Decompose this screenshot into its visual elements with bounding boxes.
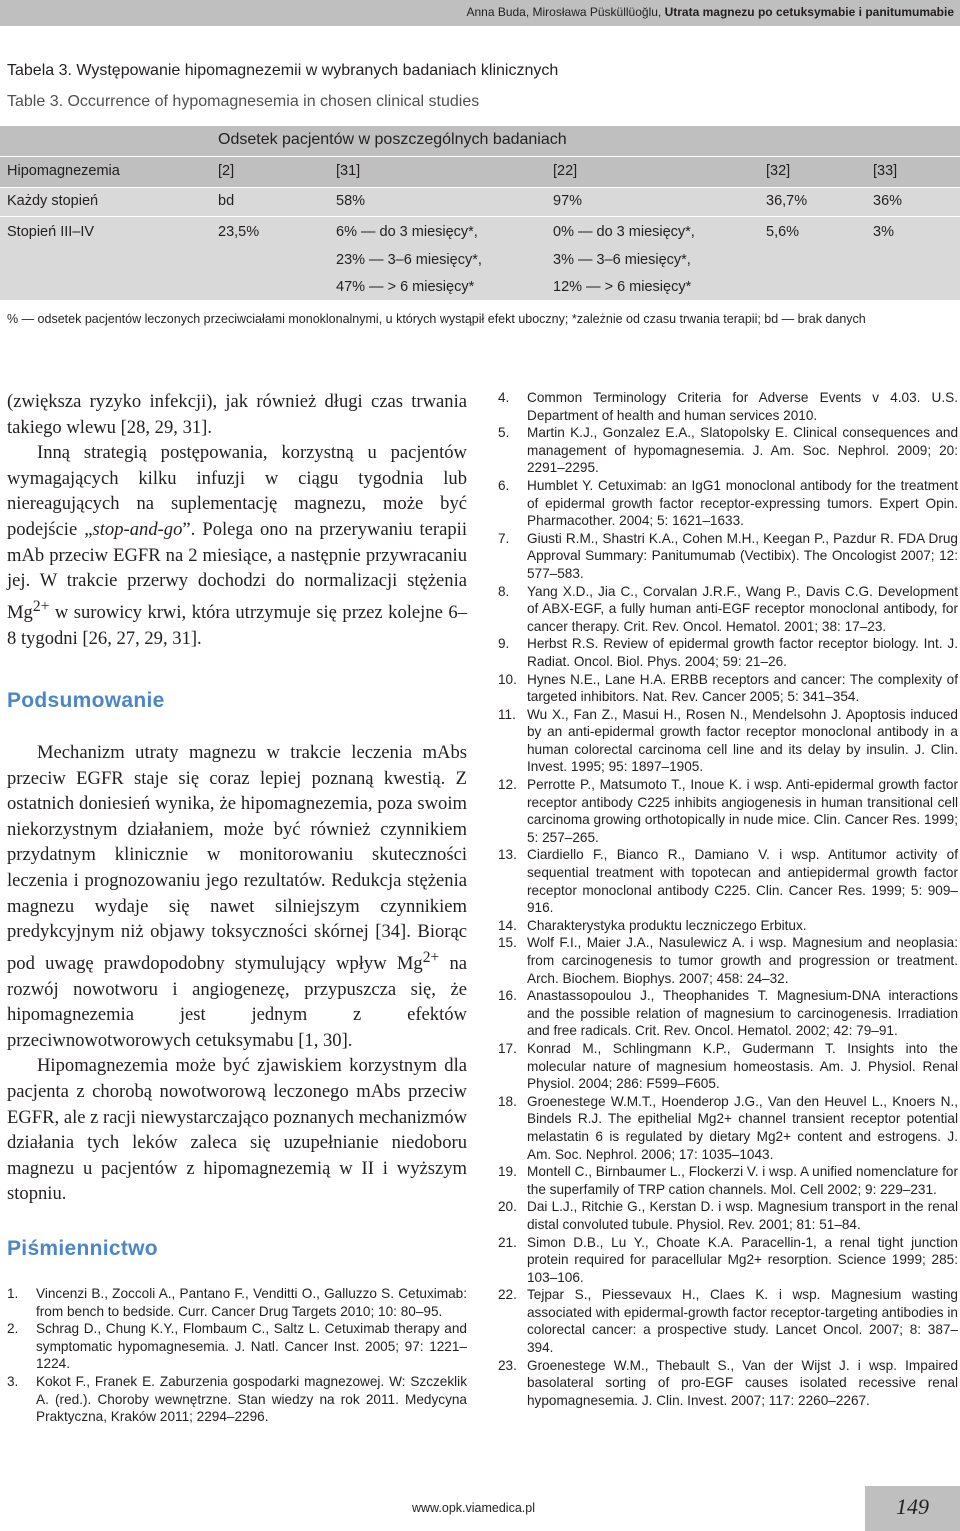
reference-number: 7. bbox=[498, 530, 510, 546]
running-header bbox=[466, 5, 954, 19]
table-cell: 0% — do 3 miesięcy*, bbox=[553, 224, 695, 240]
reference-item bbox=[498, 1163, 958, 1198]
reference-item bbox=[498, 583, 958, 636]
reference-item bbox=[498, 1040, 958, 1093]
body-text-summary bbox=[7, 740, 467, 1207]
reference-number: 10. bbox=[498, 671, 517, 687]
reference-number: 11. bbox=[498, 706, 516, 722]
table-cell: 58% bbox=[336, 193, 366, 209]
superscript: 2+ bbox=[422, 948, 440, 966]
reference-number: 8. bbox=[498, 583, 510, 599]
table-cell: 3% — 3–6 miesięcy*, bbox=[553, 252, 691, 268]
reference-text: Martin K.J., Gonzalez E.A., Slatopolsky E. Clinical consequences and management of hypomagnesemia. J. Am. Soc. Nephrol. 2009; 20: 2291–2295. bbox=[527, 425, 958, 476]
table-row-label: Każdy stopień bbox=[7, 193, 99, 209]
reference-number: 16. bbox=[498, 988, 517, 1004]
reference-text: Perrotte P., Matsumoto T., Inoue K. i wsp. Anti-epidermal growth factor receptor antibody C225 inhibits angiogenesis in human transitional cell carcinoma growing orthotopically in nude mice. Clin. Cancer Res. 1999; 5: 257–265. bbox=[527, 777, 958, 845]
reference-item bbox=[498, 1286, 958, 1356]
reference-item bbox=[498, 1234, 958, 1287]
paragraph: Hipomagnezemia może być zjawiskiem korzystnym dla pacjenta z chorobą nowotworową leczonego mAbs przeciw EGFR, ale z racji niewystarczająco poznanych mechanizmów działania tych leków zaleca się uzupełnianie niedoboru magnezu u pacjentów z hipomagnezemią w II i wyższym stopniu. bbox=[7, 1055, 467, 1205]
reference-list-left bbox=[7, 1285, 467, 1426]
table-group-header: Odsetek pacjentów w poszczególnych badaniach bbox=[218, 131, 567, 148]
reference-list-right bbox=[498, 389, 958, 1409]
reference-item bbox=[498, 1093, 958, 1163]
reference-item bbox=[7, 1320, 467, 1373]
table-row-band bbox=[0, 188, 960, 216]
text-run: Inną strategią postępowania, korzystną u pacjentów wymagających kilku infuzji w ciągu tygodnia lub niereagujących na suplementację magnezu, może być podejście „ bbox=[7, 442, 467, 540]
table-cell: 12% — > 6 miesięcy* bbox=[553, 279, 692, 295]
reference-text: Groenestege W.M., Thebault S., Van der Wijst J. i wsp. Impaired basolateral sorting of pro-EGF causes isolated recessive renal hypomagnesemia. J. Clin. Invest. 2007; 117: 2260–2267. bbox=[527, 1357, 958, 1408]
table-footnote: % — odsetek pacjentów leczonych przeciwciałami monoklonalnymi, u których wystąpił efekt uboczny; *zależnie od czasu trwania terapii; bd — brak danych bbox=[7, 312, 866, 326]
reference-item bbox=[7, 1373, 467, 1426]
reference-number: 19. bbox=[498, 1164, 517, 1180]
table-column-header-band bbox=[0, 157, 960, 187]
reference-number: 20. bbox=[498, 1199, 517, 1215]
reference-number: 6. bbox=[498, 477, 510, 493]
reference-item bbox=[498, 671, 958, 706]
reference-number: 2. bbox=[7, 1321, 19, 1337]
reference-item bbox=[498, 530, 958, 583]
header-article-title: Utrata magnezu po cetuksymabie i panitumumabie bbox=[664, 5, 954, 19]
table-cell: 23% — 3–6 miesięcy*, bbox=[336, 252, 482, 268]
table-column-header: [22] bbox=[553, 163, 578, 179]
table-column-header: [32] bbox=[766, 163, 791, 179]
reference-text: Anastassopoulou J., Theophanides T. Magnesium-DNA interactions and the possible relation of magnesium to carcinogenesis. Irradiation and free radicals. Crit. Rev. Oncol. Hematol. 2002; 42: 79–91. bbox=[527, 988, 958, 1039]
table-cell: 5,6% bbox=[766, 224, 800, 240]
section-heading-references: Piśmiennictwo bbox=[7, 1237, 158, 1260]
reference-text: Montell C., Birnbaumer L., Flockerzi V. i wsp. A unified nomenclature for the superfamily of TRP cation channels. Mol. Cell 2002; 9: 229–231. bbox=[527, 1164, 958, 1197]
reference-text: Charakterystyka produktu leczniczego Erbitux. bbox=[527, 917, 807, 933]
reference-item bbox=[498, 917, 958, 935]
reference-number: 18. bbox=[498, 1093, 517, 1109]
table-title-en: Table 3. Occurrence of hypomagnesemia in chosen clinical studies bbox=[7, 93, 480, 110]
reference-number: 1. bbox=[7, 1286, 19, 1301]
reference-number: 21. bbox=[498, 1234, 517, 1250]
italic-term: stop-and-go bbox=[92, 518, 183, 540]
reference-number: 9. bbox=[498, 636, 510, 652]
reference-text: Hynes N.E., Lane H.A. ERBB receptors and cancer: The complexity of targeted inhibitors. Nat. Rev. Cancer 2005; 5: 341–354. bbox=[527, 671, 958, 705]
reference-item bbox=[498, 846, 958, 916]
reference-number: 5. bbox=[498, 425, 510, 441]
text-run: ”. Polega ono na przerywaniu terapii mAb przeciw EGFR na 2 miesiące, a następnie przywracaniu jej. W trakcie przerwy dochodzi do normalizacji stężenia Mg bbox=[7, 518, 468, 623]
table-column-header: [31] bbox=[336, 163, 361, 179]
reference-number: 4. bbox=[498, 390, 510, 405]
table-column-header: [33] bbox=[873, 163, 898, 179]
reference-text: Vincenzi B., Zoccoli A., Pantano F., Venditti O., Galluzzo S. Cetuximab: from bench to bedside. Curr. Cancer Drug Targets 2010; 10: 80–95. bbox=[36, 1286, 467, 1319]
section-heading-summary: Podsumowanie bbox=[7, 689, 165, 712]
table-cell: 3% bbox=[873, 224, 894, 240]
reference-item bbox=[498, 706, 958, 776]
reference-text: Konrad M., Schlingmann K.P., Gudermann T. Insights into the molecular nature of magnesium homeostasis. Am. J. Physiol. Renal Physiol. 2004; 286: F599–F605. bbox=[527, 1040, 958, 1092]
reference-text: Humblet Y. Cetuximab: an IgG1 monoclonal antibody for the treatment of epidermal growth factor receptor-expressing tumors. Expert Opin. Pharmacother. 2004; 5: 1621–1633. bbox=[527, 477, 958, 529]
text-run: w surowicy krwi, która utrzymuje się przez kolejne 6–8 tygodni [26, 27, 29, 31]. bbox=[7, 601, 467, 649]
reference-item bbox=[498, 1357, 958, 1410]
paragraph bbox=[7, 440, 467, 651]
superscript: 2+ bbox=[32, 597, 50, 615]
reference-text: Wolf F.I., Maier J.A., Nasulewicz A. i wsp. Magnesium and neoplasia: from carcinogenesis to tumor growth and progression or treatment. Arch. Biochem. Biophys. 2007; 458: 24–32. bbox=[527, 935, 958, 986]
reference-number: 15. bbox=[498, 935, 517, 951]
table-title-pl: Tabela 3. Występowanie hipomagnezemii w wybranych badaniach klinicznych bbox=[7, 62, 559, 79]
reference-number: 17. bbox=[498, 1040, 517, 1056]
reference-text: Ciardiello F., Bianco R., Damiano V. i wsp. Antitumor activity of sequential treatment with topotecan and antiepidermal growth factor receptor monoclonal antibody C225. Clin. Cancer Res. 1999; 5: 909–916. bbox=[527, 847, 958, 916]
text-run: na rozwój nowotworu i angiogenezę, przypuszcza się, że hipomagnezemia jest jednym z efektów przeciwnowotworowych cetuksymabu [1, 30]. bbox=[7, 952, 467, 1051]
reference-text: Kokot F., Franek E. Zaburzenia gospodarki magnezowej. W: Szczeklik A. (red.). Choroby wewnętrzne. Stan wiedzy na rok 2011. Medycyna Praktyczna, Kraków 2011; 2294–2296. bbox=[36, 1373, 467, 1425]
reference-number: 14. bbox=[498, 917, 517, 933]
reference-text: Schrag D., Chung K.Y., Flombaum C., Saltz L. Cetuximab therapy and symptomatic hypomagnesemia. J. Natl. Cancer Inst. 2005; 97: 1221–1224. bbox=[36, 1321, 467, 1372]
reference-item bbox=[498, 776, 958, 846]
reference-number: 12. bbox=[498, 777, 517, 793]
reference-text: Common Terminology Criteria for Adverse Events v 4.03. U.S. Department of health and human services 2010. bbox=[527, 390, 958, 423]
table-cell: 36% bbox=[873, 193, 903, 209]
reference-text: Tejpar S., Piessevaux H., Claes K. i wsp. Magnesium wasting associated with epidermal-growth factor receptor-targeting antibodies in colorectal cancer: a prospective study. Lancet Oncol. 2007; 8: 387–394. bbox=[527, 1287, 958, 1356]
paragraph: (zwiększa ryzyko infekcji), jak również długi czas trwania takiego wlewu [28, 29, 31]. bbox=[7, 391, 467, 438]
reference-number: 13. bbox=[498, 847, 517, 863]
table-cell: 47% — > 6 miesięcy* bbox=[336, 279, 475, 295]
reference-text: Simon D.B., Lu Y., Choate K.A. Paracellin-1, a renal tight junction protein required for paracellular Mg2+ resorption. Science 1999; 285: 103–106. bbox=[527, 1234, 958, 1285]
reference-number: 3. bbox=[7, 1373, 19, 1389]
reference-item bbox=[498, 477, 958, 530]
reference-item bbox=[7, 1285, 467, 1320]
text-run: Mechanizm utraty magnezu w trakcie leczenia mAbs przeciw EGFR staje się coraz lepiej poznaną kwestią. Z ostatnich doniesień wynika, że hipomagnezemia, poza swoim niekorzystnym działaniem, może być również czynnikiem przydatnym klinicznie w monitorowaniu skuteczności leczenia i prognozowaniu jego rezultatów. Redukcja stężenia magnezu wydaje się nawet silniejszym czynnikiem predykcyjnym niż objawy toksyczności skórnej [34]. Biorąc pod uwagę prawdopodobny stymulujący wpływ Mg bbox=[7, 742, 467, 974]
table-column-header: [2] bbox=[218, 163, 235, 179]
reference-text: Herbst R.S. Review of epidermal growth factor receptor biology. Int. J. Radiat. Oncol. Biol. Phys. 2004; 59: 21–26. bbox=[527, 636, 958, 669]
table-cell: 97% bbox=[553, 193, 583, 209]
table-cell: bd bbox=[218, 193, 235, 209]
table-cell: 36,7% bbox=[766, 193, 808, 209]
reference-text: Giusti R.M., Shastri K.A., Cohen M.H., Keegan P., Pazdur R. FDA Drug Approval Summary: Panitumumab (Vectibix). The Oncologist 2007; 12: 577–583. bbox=[527, 530, 958, 581]
footer-url: www.opk.viamedica.pl bbox=[412, 1501, 535, 1515]
reference-item bbox=[498, 934, 958, 987]
reference-text: Groenestege W.M.T., Hoenderop J.G., Van den Heuvel L., Knoers N., Bindels R.J. The epithelial Mg2+ channel transient receptor potential melastatin 6 is regulated by dietary Mg2+ content and estrogens. J. Am. Soc. Nephrol. 2006; 17: 1035–1043. bbox=[527, 1093, 958, 1162]
header-authors: Anna Buda, Mirosława Püsküllüoğlu, bbox=[466, 5, 662, 19]
reference-item bbox=[498, 1198, 958, 1233]
reference-text: Dai L.J., Ritchie G., Kerstan D. i wsp. Magnesium transport in the renal distal convoluted tubule. Physiol. Rev. 2001; 81: 51–84. bbox=[527, 1199, 958, 1232]
page-number: 149 bbox=[896, 1494, 929, 1519]
reference-item bbox=[498, 389, 958, 424]
table-row-label: Stopień III–IV bbox=[7, 224, 95, 240]
reference-text: Yang X.D., Jia C., Corvalan J.R.F., Wang P., Davis C.G. Development of ABX-EGF, a fully human anti-EGF receptor monoclonal antibody, for cancer therapy. Crit. Rev. Oncol. Hematol. 2001; 38: 17–23. bbox=[527, 583, 958, 634]
reference-item bbox=[498, 987, 958, 1040]
reference-number: 23. bbox=[498, 1357, 517, 1373]
table-cell: 6% — do 3 miesięcy*, bbox=[336, 224, 478, 240]
table-cell: 23,5% bbox=[218, 224, 260, 240]
body-text-top bbox=[7, 389, 467, 651]
reference-text: Wu X., Fan Z., Masui H., Rosen N., Mendelsohn J. Apoptosis induced by an anti-epidermal growth factor receptor monoclonal antibody in a human colorectal carcinoma cell line and its delay by insulin. J. Clin. Invest. 1995; 95: 1897–1905. bbox=[527, 706, 958, 775]
table-row-header: Hipomagnezemia bbox=[7, 163, 120, 179]
reference-number: 22. bbox=[498, 1287, 517, 1303]
reference-item bbox=[498, 424, 958, 477]
reference-item bbox=[498, 635, 958, 670]
paragraph bbox=[7, 740, 467, 1053]
